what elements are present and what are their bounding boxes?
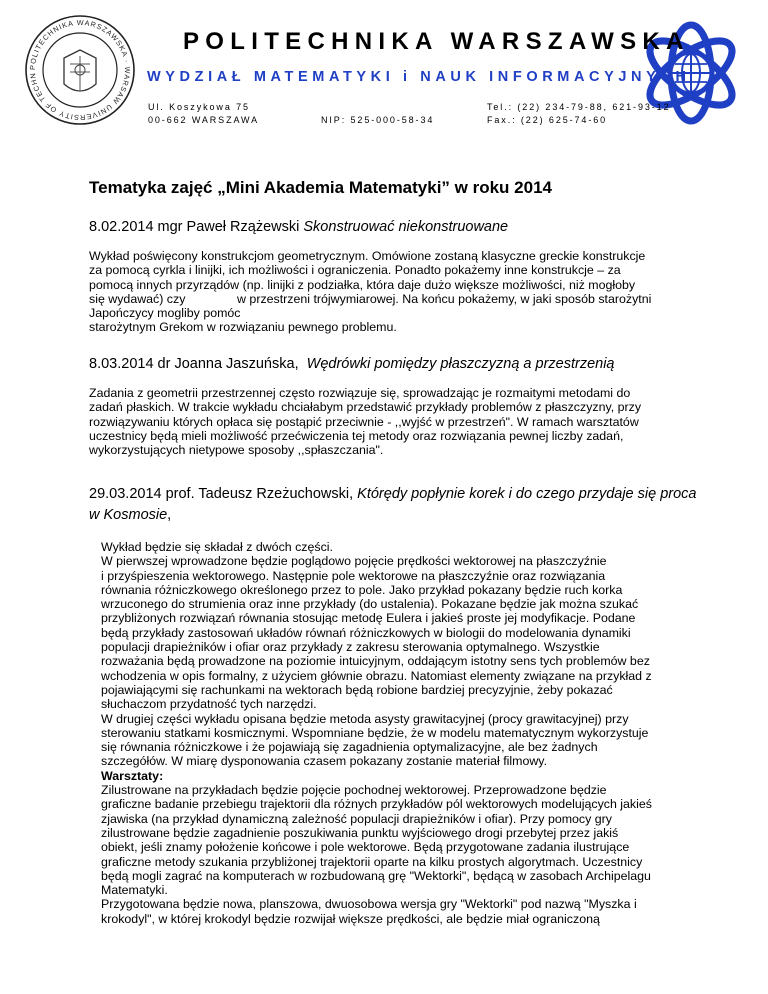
paragraph-line: W pierwszej wprowadzone będzie poglądowo pojęcie prędkości wektorowej na płaszczyźnie: [101, 554, 607, 569]
talk-heading: [89, 484, 709, 526]
paragraph-line: się wydawać) czy w przestrzeni trójwymiarowej. Na końcu pokażemy, w jaki sposób starożytni: [89, 291, 652, 306]
paragraph-line: szczegółów. W miarę dysponowania czasem pokazany zostanie materiał filmowy.: [101, 754, 548, 769]
paragraph-line: się równania różniczkowe i że pojawiają się zagadnienia optymalizacyjne, ale bez żadnych: [101, 740, 598, 755]
fax-number: Fax.: (22) 625-74-60: [487, 115, 608, 125]
paragraph-line: pomocą innych przyrządów (np. linijki z podziałka, która daje dużo większe możliwości, niż mogłoby: [89, 277, 636, 292]
paragraph-line: starożytnym Grekom w rozwiązaniu pewnego problemu.: [89, 320, 397, 335]
talk-description: [101, 540, 701, 926]
address-street: Ul. Koszykowa 75: [148, 102, 250, 112]
address-block: [148, 101, 259, 127]
talk-date-speaker: 8.02.2014 mgr Paweł Rzążewski: [89, 219, 304, 235]
paragraph-line: W drugiej części wykładu opisana będzie metoda asysty grawitacyjnej (procy grawitacyjnej) przy: [101, 711, 629, 726]
talk-topic: Którędy popłynie korek i do czego przydaje się proca w Kosmosie: [89, 486, 697, 523]
paragraph-line: będą przykłady zastosowań układów równań różniczkowych w biologii do modelowania dynamiki: [101, 625, 631, 640]
phone-number: Tel.: (22) 234-79-88, 621-93-12: [487, 102, 671, 112]
paragraph-line: wykorzystujących nietypowe sposoby ,,spłaszczania".: [89, 443, 384, 458]
university-seal: [24, 14, 136, 126]
paragraph-line: Matematyki.: [101, 883, 168, 898]
paragraph-line: rozwiązywaniu których opłaca się postąpić przeciwnie - ,,wyjść w przestrzeń". W ramach warsztatów: [89, 414, 639, 429]
paragraph-line: graficzne badanie przebiegu trajektorii dla różnych przykładów pól wektorowych modelujących jakieś: [101, 797, 652, 812]
paragraph-line: równania różniczkowego określonego przez to pole. Jako przykład pokazany będzie ruch korka: [101, 582, 623, 597]
faculty-name: WYDZIAŁ MATEMATYKI i NAUK INFORMACYJNYCH: [147, 69, 691, 85]
paragraph-line: Przygotowana będzie nowa, planszowa, dwuosobowa wersja gry "Wektorki" pod nazwą "Myszka i: [101, 897, 637, 912]
talk-topic: Wędrówki pomiędzy płaszczyzną a przestrzenią: [306, 356, 615, 372]
talk-date-speaker: 29.03.2014 prof. Tadeusz Rzeżuchowski,: [89, 486, 358, 502]
talk-description: [89, 386, 694, 457]
contact-block: [487, 101, 670, 127]
paragraph-line: zjawiska (na przykład dynamiczną zależność populacji drapieżników i ofiar). Przy pomocy gry: [101, 811, 612, 826]
paragraph-line: sterowaniu statkami kosmicznymi. Wspomniane będzie, że w modelu matematycznym wykorzystuje: [101, 725, 649, 740]
paragraph-line: rozważania będą prowadzone na poziomie intuicyjnym, oddającym istotny sens tych problemów bez: [101, 654, 650, 669]
paragraph-line: i przyśpieszenia wektorowego. Następnie pole wektorowe na płaszczyźnie oraz rozwiązania: [101, 568, 606, 583]
nip-number: NIP: 525-000-58-34: [321, 115, 435, 125]
talk-heading: [89, 356, 615, 372]
paragraph-line: Japończycy mogliby pomóc: [89, 306, 241, 321]
talk-date-speaker: 8.03.2014 dr Joanna Jaszuńska,: [89, 356, 307, 372]
university-name: POLITECHNIKA WARSZAWSKA: [183, 28, 690, 55]
paragraph-line: wrzuconego do strumienia oraz inne przykłady (do ustalenia). Pokazane będzie jak można szukać: [101, 597, 639, 612]
paragraph-line: populacji drapieżników i ofiar oraz przykłady z zakresu sterowania optymalnego. Wszystkie: [101, 640, 600, 655]
paragraph-line: graficzne metody szukania przybliżonej trajektorii oparte na kilku prostych algorytmach. Uczestnicy: [101, 854, 643, 869]
document-title: Tematyka zajęć „Mini Akademia Matematyki” w roku 2014: [89, 178, 552, 197]
paragraph-line: krokodyl", w której krokodyl będzie rozwijał większe prędkości, ale będzie miał ograniczoną: [101, 911, 600, 926]
paragraph-line: zadań płaskich. W trakcie wykładu chciałabym przedstawić przykłady problemów z płaszczyzny, przy: [89, 400, 642, 415]
paragraph-line: zilustrowane będzie zagadnienie poszukiwania punktu wyjściowego drogi przebytej przez jakiś: [101, 825, 619, 840]
paragraph-line: Zilustrowane na przykładach będzie pojęcie pochodnej wektorowej. Przeprowadzone będzie: [101, 783, 607, 798]
paragraph-line: słuchaczom przydatność tych narzędzi.: [101, 697, 317, 712]
paragraph-line: Wykład będzie się składał z dwóch części.: [101, 540, 333, 554]
paragraph-line: wchodzenia w opis formalny, z użyciem głównie obrazu. Natomiast elementy związane na przykład z: [101, 668, 652, 683]
paragraph-line: uczestnicy będą mieli możliwość przećwiczenia tej metody oraz rozwiązania pewnej liczby zadań,: [89, 428, 624, 443]
talk-topic: Skonstruować niekonstruowane: [303, 219, 509, 235]
talk-heading: [89, 219, 508, 235]
paragraph-line: Wykład poświęcony konstrukcjom geometrycznym. Omówione zostaną klasyczne greckie konstrukcje: [89, 249, 646, 263]
paragraph-line: obiekt, jeśli znamy położenie końcowe i pole wektorowe. Będą przygotowane zadania ilustrujące: [101, 840, 630, 855]
talk-description: [89, 249, 694, 335]
paragraph-line: Zadania z geometrii przestrzennej często rozwiązuje się, sprowadzając je rozmaitymi metodami do: [89, 386, 631, 400]
workshop-label: Warsztaty:: [101, 768, 164, 783]
paragraph-line: za pomocą cyrkla i linijki, ich możliwości i ograniczenia. Ponadto pokażemy inne konstrukcje – za: [89, 263, 621, 278]
paragraph-line: pojawiającymi się rachunkami na wektorach będą robione bardziej precyzyjnie, żeby pokazać: [101, 682, 613, 697]
seal-text: POLITECHNIKA WARSZAWSKA · WARSAW UNIVERSITY OF TECHN: [27, 17, 133, 123]
talk-heading-tail: ,: [167, 507, 172, 523]
paragraph-line: przybliżonych rozwiązań równania stosując metodę Eulera i jakieś proste jej modyfikacje. Podane: [101, 611, 636, 626]
paragraph-line: będą mogli zagrać na komputerach w rozbudowaną grę "Wektorki", będącą w zasobach Archipelagu: [101, 868, 651, 883]
address-city: 00-662 WARSZAWA: [148, 115, 260, 125]
